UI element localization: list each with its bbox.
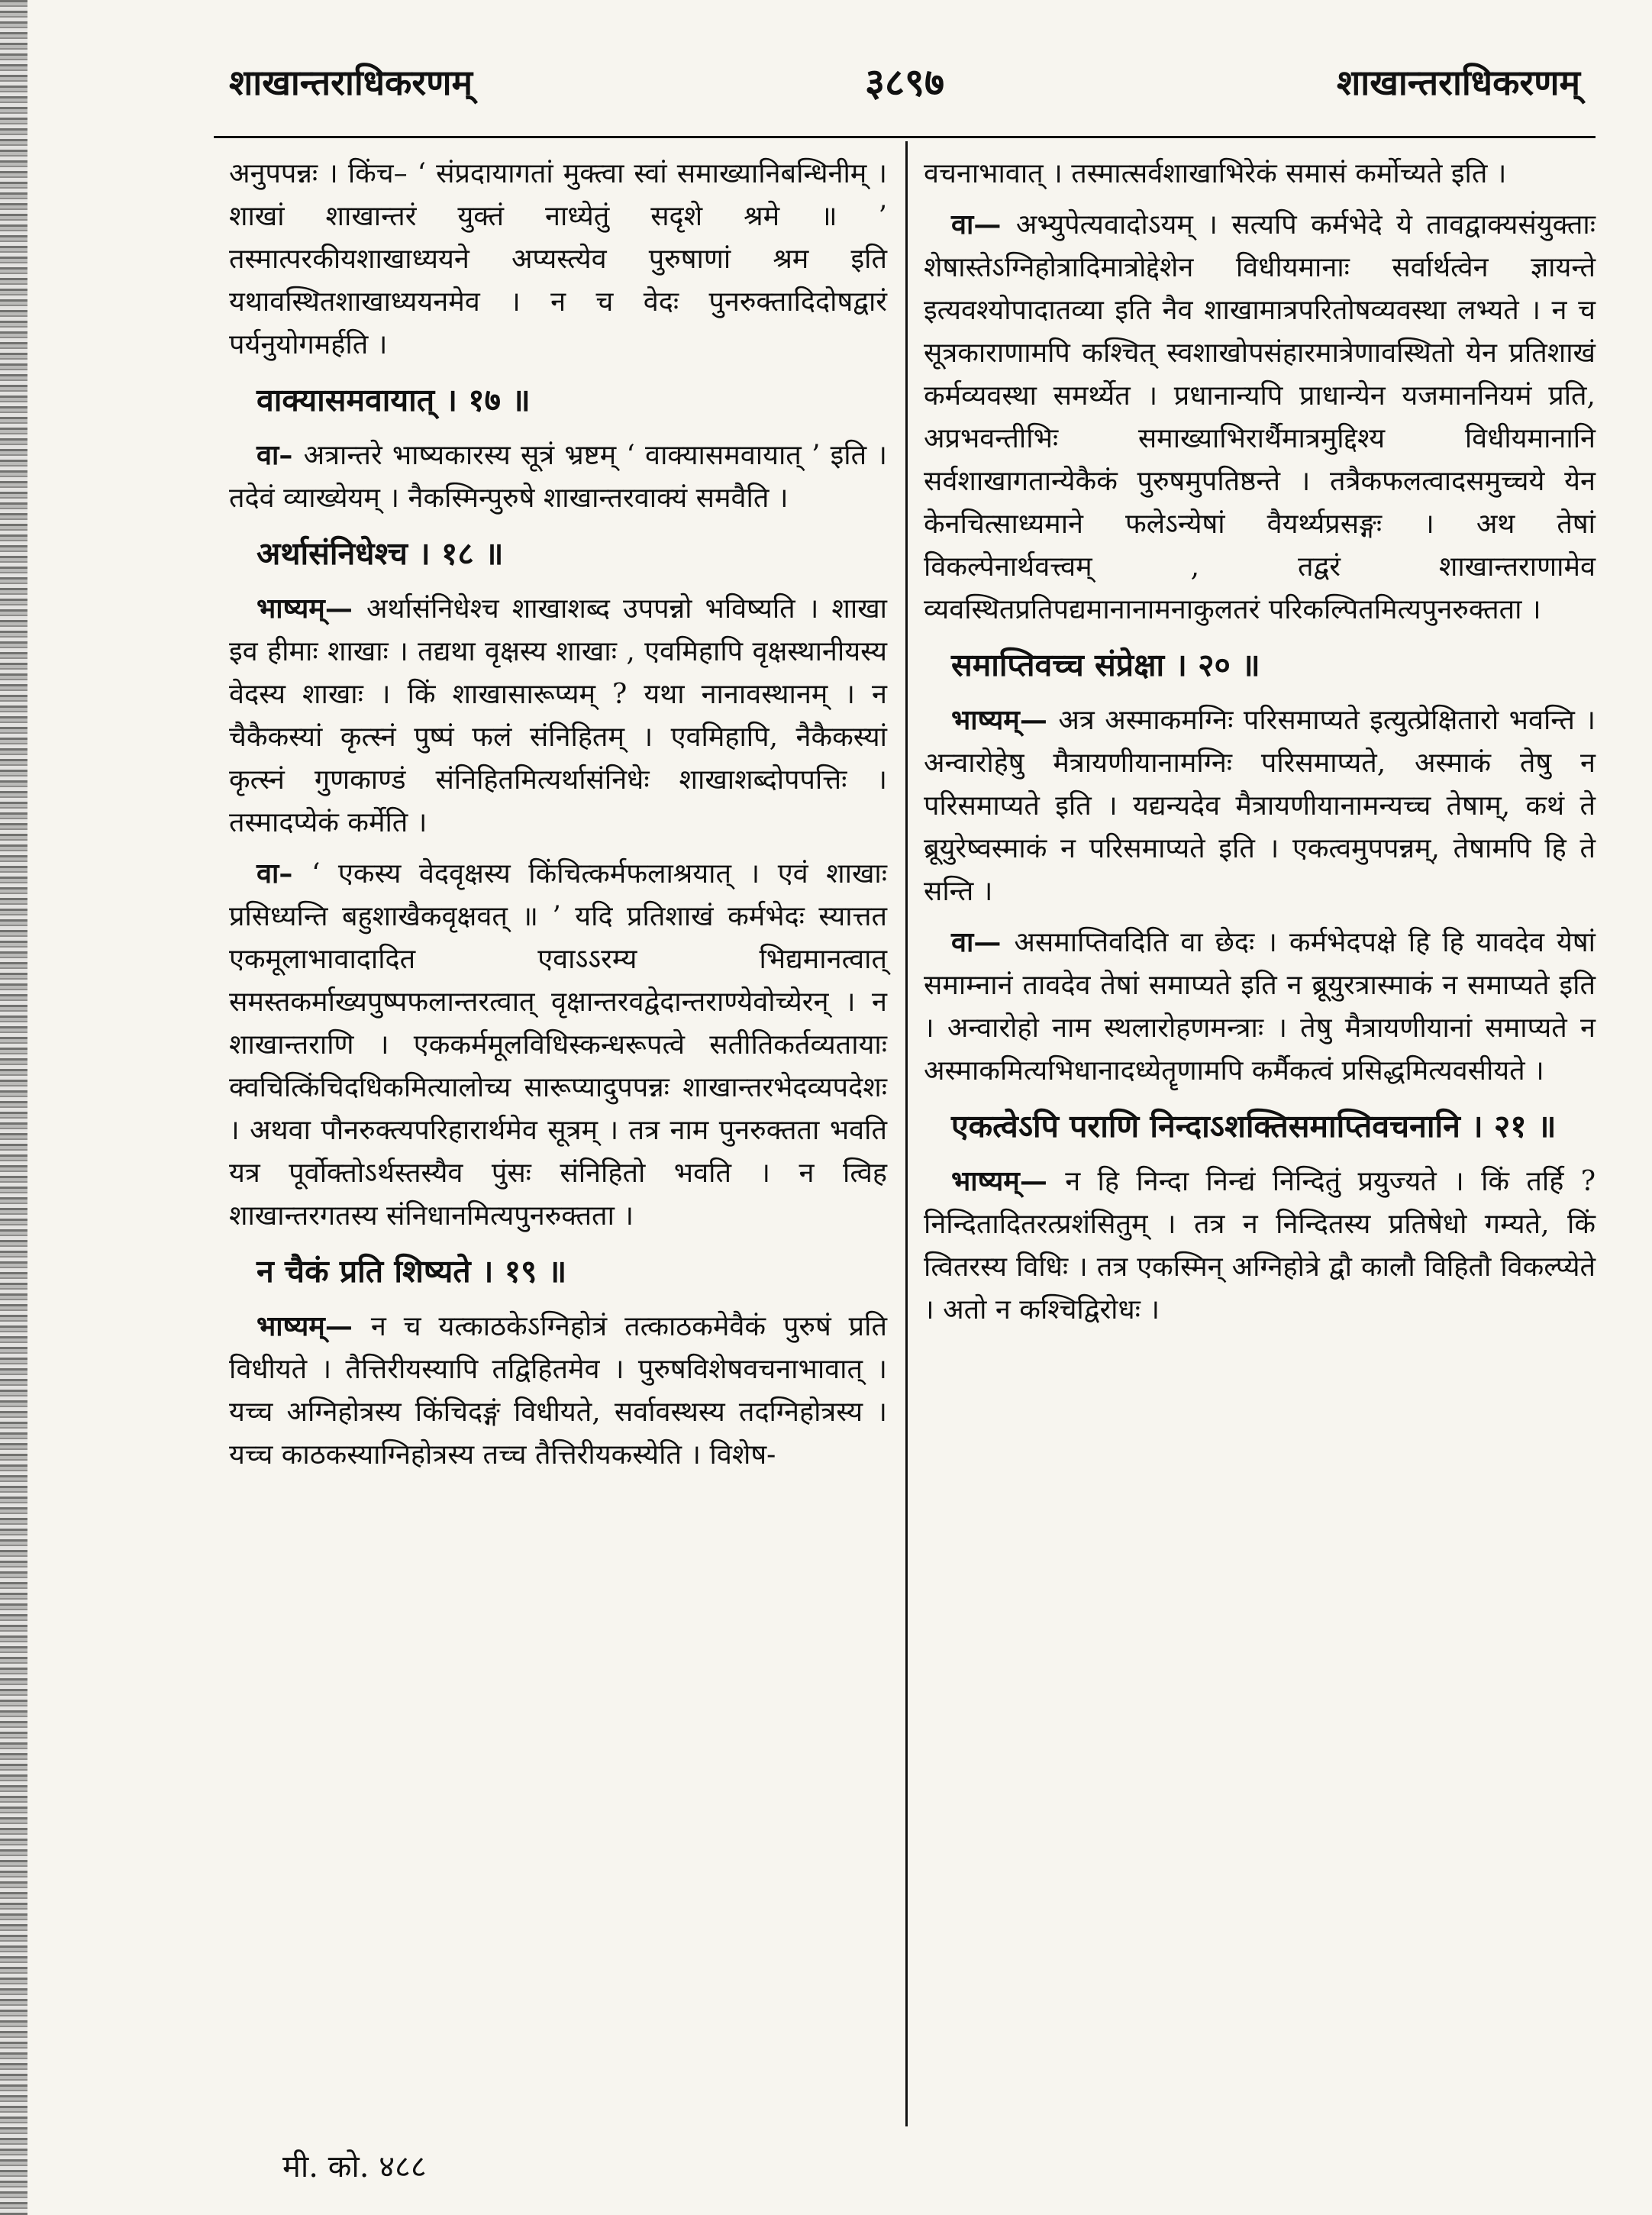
commentary-text: अभ्युपेत्यवादोऽयम् । सत्यपि कर्मभेदे ये तावद्वाक्यसंयुक्ताः शेषास्तेऽग्निहोत्रादिमात्रोद्देशेन विधीयमानाः सर्वार्थत्वेन ज्ञायन्ते इत्यवश्योपादातव्या इति नैव शाखामात्रपरितोषव्यवस्था लभ्यते । न च सूत्रकाराणामपि कश्चित् स्वशाखोपसंहारमात्रेणावस्थितो येन प्रतिशाखं कर्मव्यवस्था समर्थ्येत । प्रधानान्यपि प्राधान्येन यजमाननियमं प्रति, अप्रभवन्तीभिः समाख्याभिरार्थैमात्रमुद्दिश्य विधीयमानानि सर्वशाखागतान्येकैकं पुरुषमुपतिष्ठन्ते । तत्रैकफलत्वादसमुच्चये येन केनचित्साध्यमाने फलेऽन्येषां वैयर्थ्यप्रसङ्गः । अथ तेषां विकल्पेनार्थवत्त्वम् , तद्वरं शाखान्तराणामेव व्यवस्थितप्रतिपद्यमानानामनाकुलतरं परिकल्पितमित्यपुनरुक्तता । <box>924 209 1596 625</box>
book-binding-edge <box>0 0 27 2215</box>
commentary-text: अत्र अस्माकमग्निः परिसमाप्यते इत्युत्प्रेक्षितारो भवन्ति । अन्वारोहेषु मैत्रायणीयानामग्निः परिसमाप्यते, अस्माकं तेषु न परिसमाप्यते इति । यद्यन्यदेव मैत्रायणीयानामन्यच्च तेषाम्, कथं ते ब्रूयुरेष्वस्माकं न परिसमाप्यते इति । एकत्वमुपपन्नम्, तेषामपि हि ते सन्ति । <box>924 705 1596 907</box>
commentary-text: अर्थासंनिधेश्च शाखाशब्द उपपन्नो भविष्यति । शाखा इव हीमाः शाखाः । तद्यथा वृक्षस्य शाखाः , एवमिहापि वृक्षस्थानीयस्य वेदस्य शाखाः । किं शाखासारूप्यम् ? यथा नानावस्थानम् । न चैकैकस्यां कृत्स्नं पुष्पं फलं संनिहितम् । एवमिहापि, नैकैकस्यां कृत्स्नं गुणकाण्डं संनिहितमित्यर्थासंनिधेः शाखाशब्दोपपत्तिः । तस्मादप्येकं कर्मेति । <box>229 593 887 838</box>
sutra-heading: समाप्तिवच्च संप्रेक्षा । २० ॥ <box>951 647 1260 683</box>
commentary-label: वा– <box>257 439 304 471</box>
commentary-text: न हि निन्दा निन्द्यं निन्दितुं प्रयुज्यते । किं तर्हि ? निन्दितादितरत्प्रशंसितुम् । तत्र न निन्दितस्य प्रतिषेधो गम्यते, किं त्वितरस्य विधिः । तत्र एकस्मिन् अग्निहोत्रे द्वौ कालौ विहितौ विकल्प्येते । अतो न कश्चिद्विरोधः । <box>924 1166 1596 1325</box>
commentary-paragraph <box>229 153 887 366</box>
commentary-paragraph <box>229 852 887 1238</box>
commentary-paragraph <box>229 434 887 520</box>
commentary-label: भाष्यम्— <box>257 1310 371 1342</box>
commentary-paragraph <box>924 921 1596 1093</box>
commentary-label: भाष्यम्— <box>951 1165 1066 1197</box>
header-rule <box>214 136 1596 138</box>
commentary-label: भाष्यम्— <box>257 592 366 625</box>
right-column <box>924 153 1596 1339</box>
commentary-paragraph <box>924 153 1596 195</box>
signature-mark: मी. को. ४८८ <box>282 2149 427 2184</box>
sutra-heading: वाक्यासमवायात् । १७ ॥ <box>257 382 531 418</box>
running-title-right: शाखान्तराधिकरणम् <box>1337 62 1580 103</box>
commentary-label: वा– <box>257 857 311 890</box>
running-title-left: शाखान्तराधिकरणम् <box>229 62 473 103</box>
commentary-label: भाष्यम्— <box>951 704 1059 736</box>
left-column <box>229 153 887 1484</box>
page-number: ३८९७ <box>865 60 944 105</box>
commentary-text: अत्रान्तरे भाष्यकारस्य सूत्रं भ्रष्टम् ‘ वाक्यासमवायात् ’ इति । तदेवं व्याख्येयम् । नैकस्मिन्पुरुषे शाखान्तरवाक्यं समवैति । <box>229 440 887 514</box>
commentary-label: वा— <box>951 208 1016 241</box>
commentary-paragraph <box>229 587 887 844</box>
commentary-text: वचनाभावात् । तस्मात्सर्वशाखाभिरेकं समासं कर्मोच्यते इति । <box>924 158 1507 189</box>
sutra-heading: न चैकं प्रति शिष्यते । १९ ॥ <box>257 1253 567 1290</box>
commentary-text: असमाप्तिवदिति वा छेदः । कर्मभेदपक्षे हि हि यावदेव येषां समाम्नानं तावदेव तेषां समाप्यते इति न ब्रूयुरत्रास्माकं न समाप्यते इति । अन्वारोहो नाम स्थलारोहणमन्त्राः । तेषु मैत्रायणीयानां समाप्यते न अस्माकमित्यभिधानादध्येतॄणामपि कर्मैकत्वं प्रसिद्धमित्यवसीयते । <box>924 927 1596 1087</box>
commentary-text: अनुपपन्नः । किंच– ‘ संप्रदायागतां मुक्त्वा स्वां समाख्यानिबन्धिनीम् । शाखां शाखान्तरं युक्तं नाध्येतुं सदृशे श्रमे ॥ ’ तस्मात्परकीयशाखाध्ययने अप्यस्त्येव पुरुषाणां श्रम इति यथावस्थितशाखाध्ययनमेव । न च वेदः पुनरुक्तादिदोषद्वारं पर्यनुयोगमर्हति । <box>229 158 887 360</box>
commentary-paragraph <box>924 699 1596 913</box>
sutra-heading: अर्थासंनिधेश्च । १८ ॥ <box>257 535 504 572</box>
commentary-text: न च यत्काठकेऽग्निहोत्रं तत्काठकमेवैकं पुरुषं प्रति विधीयते । तैत्तिरीयस्यापि तद्विहितमेव । पुरुषविशेषवचनाभावात् । यच्च अग्निहोत्रस्य किंचिदङ्गं विधीयते, सर्वावस्थस्य तदग्निहोत्रस्य । यच्च काठकस्याग्निहोत्रस्य तच्च तैत्तिरीयकस्येति । विशेष- <box>229 1311 887 1471</box>
page-header <box>229 60 1580 128</box>
commentary-text: ‘ एकस्य वेदवृक्षस्य किंचित्कर्मफलाश्रयात् । एवं शाखाः प्रसिध्यन्ति बहुशाखैकवृक्षवत् ॥ ’ यदि प्रतिशाखं कर्मभेदः स्यात्तत एकमूलाभावादादित एवाऽऽरम्य भिद्यमानत्वात् समस्तकर्माख्यपुष्पफलान्तरत्वात् वृक्षान्तरवद्वेदान्तराण्येवोच्येरन् । न शाखान्तराणि । एककर्ममूलविधिस्कन्धरूपत्वे सतीतिकर्तव्यतायाः क्वचित्किंचिदधिकमित्यालोच्य सारूप्यादुपपन्नः शाखान्तरभेदव्यपदेशः । अथवा पौनरुक्त्यपरिहारार्थमेव सूत्रम् । तत्र नाम पुनरुक्तता भवति यत्र पूर्वोक्तोऽर्थस्तस्यैव पुंसः संनिहितो भवति । न त्विह शाखान्तरगतस्य संनिधानमित्यपुनरुक्तता । <box>229 858 888 1232</box>
column-divider <box>905 141 908 2126</box>
sutra-heading: एकत्वेऽपि पराणि निन्दाऽशक्तिसमाप्तिवचनानि । २१ ॥ <box>951 1108 1557 1145</box>
commentary-paragraph <box>229 1305 887 1477</box>
commentary-paragraph <box>924 1160 1596 1332</box>
commentary-paragraph <box>924 203 1596 631</box>
commentary-label: वा— <box>951 926 1015 958</box>
